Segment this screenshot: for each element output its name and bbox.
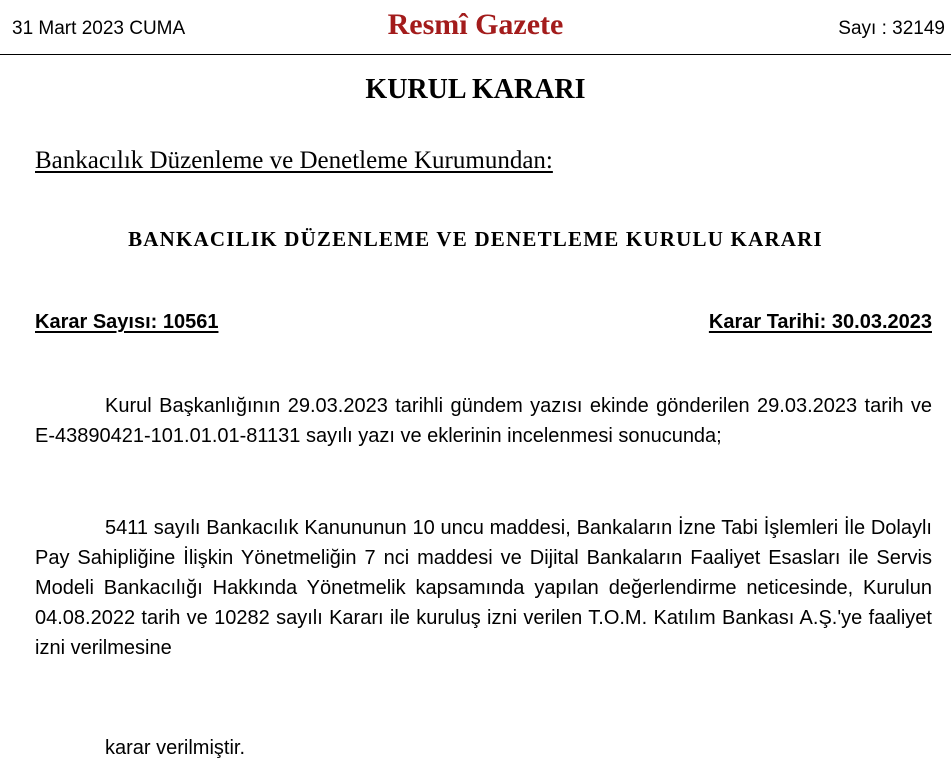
gazette-header [0, 0, 951, 55]
issue-number: Sayı : 32149 [838, 18, 945, 39]
body-paragraph-1: Kurul Başkanlığının 29.03.2023 tarihli gündem yazısı ekinde gönderilen 29.03.2023 tarih ve E-43890421-101.01.01-81131 sayılı yazı ve eklerinin incelenmesi sonucunda; [35, 395, 932, 447]
section-title: KURUL KARARI [365, 74, 586, 105]
issuing-institution: Bankacılık Düzenleme ve Denetleme Kurumundan: [35, 147, 553, 174]
publication-date: 31 Mart 2023 CUMA [12, 18, 186, 39]
decision-number: Karar Sayısı: 10561 [35, 311, 219, 333]
body-paragraph-2: 5411 sayılı Bankacılık Kanununun 10 uncu maddesi, Bankaların İzne Tabi İşlemleri İle Dolaylı Pay Sahipliğine İlişkin Yönetmeliğin 7 nci maddesi ve Dijital Bankaların Faaliyet Esasları ile Servis Modeli Bankacılığı Hakkında Yönetmelik kapsamında yapılan değerlendirme neticesinde, Kurulun 04.08.2022 tarih ve 10282 sayılı Kararı ile kuruluş izni verilen T.O.M. Katılım Bankası A.Ş.'ye faaliyet izni verilmesine [35, 517, 932, 659]
decision-date: Karar Tarihi: 30.03.2023 [708, 311, 932, 333]
gazette-title: Resmî Gazete [387, 8, 564, 41]
decision-title: BANKACILIK DÜZENLEME VE DENETLEME KURULU KARARI [128, 227, 823, 251]
closing-statement: karar verilmiştir. [105, 737, 246, 759]
